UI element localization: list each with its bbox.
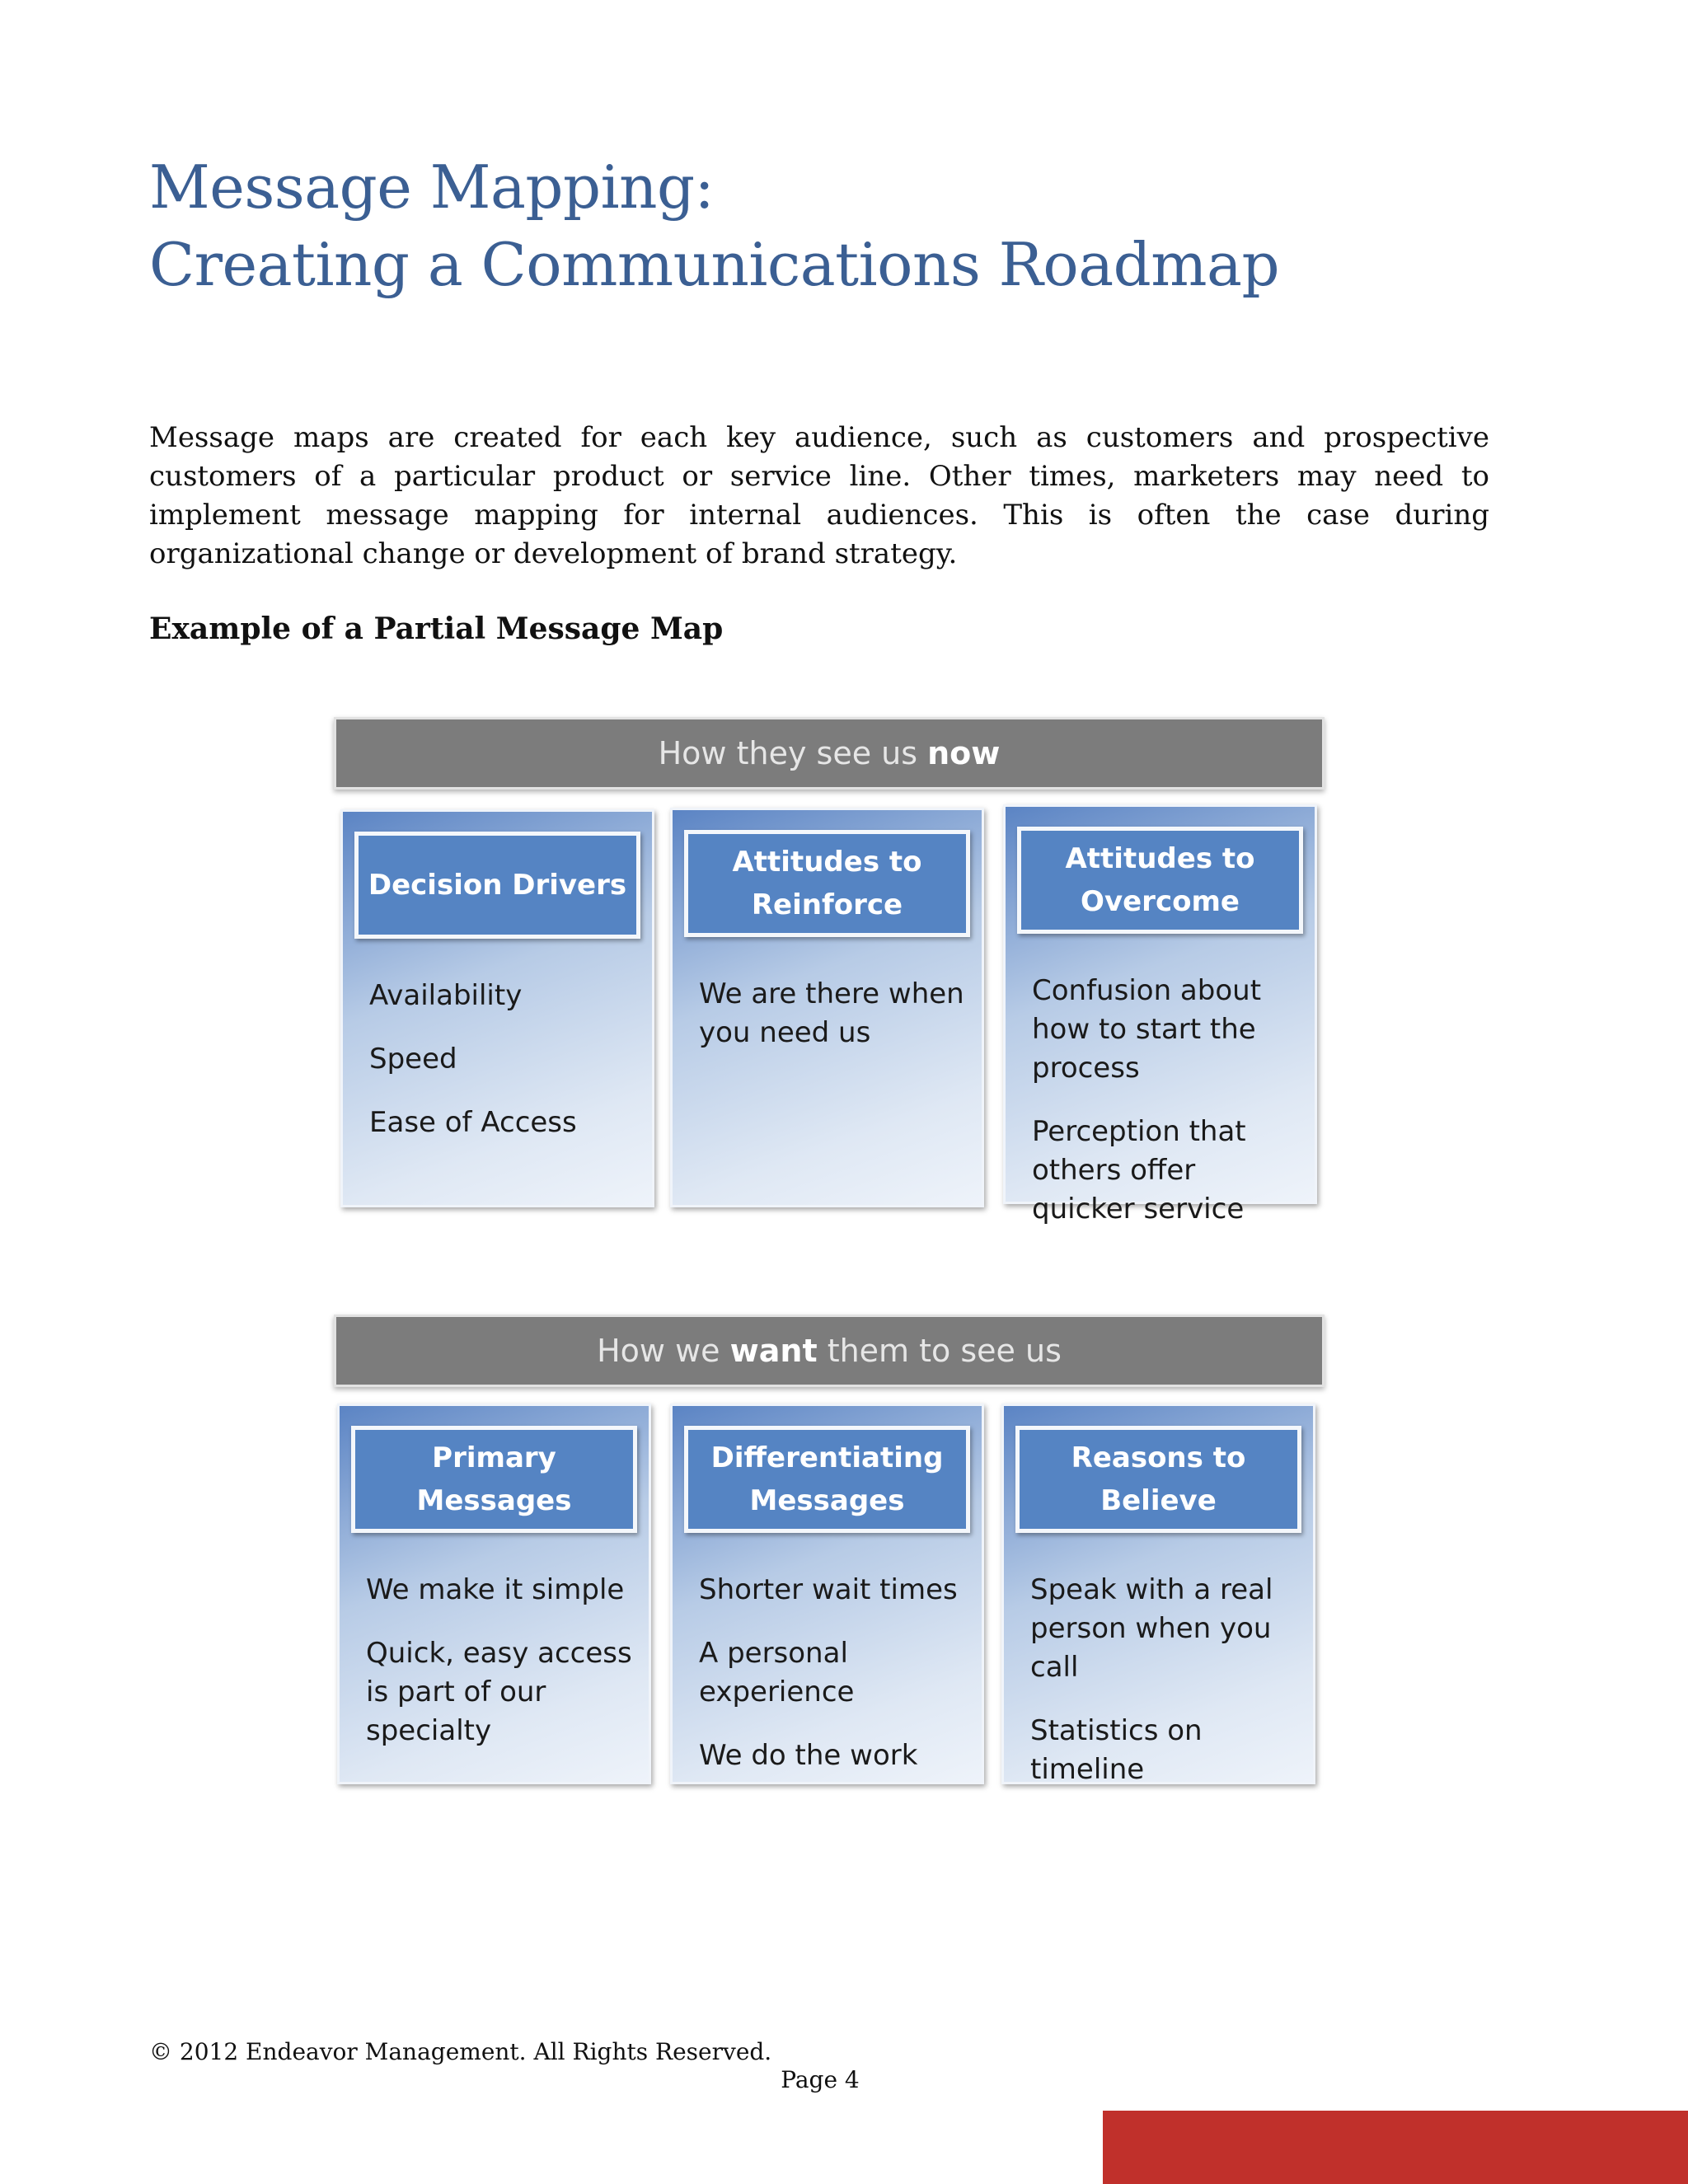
column-attitudes-reinforce [670, 808, 984, 1207]
banner-desired-perception: How we want them to see us [334, 1315, 1325, 1387]
column-items [699, 975, 972, 1077]
footer-accent-bar [1103, 2111, 1688, 2184]
list-item: A personal experience [699, 1637, 855, 1708]
column-header: Attitudes to Reinforce [684, 830, 970, 937]
column-items [366, 1571, 639, 1775]
column-header: Attitudes to Overcome [1017, 827, 1303, 934]
column-attitudes-overcome [1003, 804, 1317, 1226]
list-item: Ease of Access [369, 1106, 577, 1139]
title-line-1: Message Mapping: [149, 152, 715, 222]
column-differentiating-messages [670, 1404, 984, 1784]
list-item: We do the work [699, 1739, 918, 1772]
column-header: Primary Messages [351, 1426, 637, 1533]
message-map-diagram [334, 717, 1323, 1904]
column-header: Reasons to Believe [1015, 1426, 1301, 1533]
page-title [149, 148, 1279, 303]
list-item: Availability [369, 979, 523, 1012]
page-number: Page 4 [781, 2066, 860, 2093]
banner-current-perception: How they see us now [334, 717, 1325, 790]
list-item: We make it simple [366, 1573, 625, 1606]
column-header: Decision Drivers [354, 832, 640, 939]
list-item: Speak with a real person when you call [1030, 1573, 1273, 1684]
column-header: Differentiating Messages [684, 1426, 970, 1533]
title-line-2: Creating a Communications Roadmap [149, 230, 1280, 299]
section-subheading: Example of a Partial Message Map [149, 612, 724, 646]
list-item: Quick, easy access is part of our specialty [366, 1637, 632, 1747]
column-items [699, 1571, 972, 1800]
column-decision-drivers [340, 809, 654, 1207]
column-items [1030, 1571, 1303, 1814]
list-item: Confusion about how to start the process [1032, 974, 1262, 1085]
footer-copyright: © 2012 Endeavor Management. All Rights Reserved. [149, 2038, 772, 2065]
column-primary-messages [337, 1404, 651, 1784]
list-item: Shorter wait times [699, 1573, 958, 1606]
list-item: We are there when you need us [699, 977, 964, 1049]
column-items [369, 977, 642, 1167]
list-item: Statistics on timeline [1030, 1714, 1203, 1786]
list-item: Perception that others offer quicker service [1032, 1115, 1246, 1226]
column-reasons-to-believe [1001, 1404, 1315, 1784]
list-item: Speed [369, 1043, 457, 1076]
column-items [1032, 972, 1305, 1254]
intro-paragraph: Message maps are created for each key audience, such as customers and prospective customers of a particular product or service line. Other times, marketers may need to implement message mapping for internal audiences. This is often the case during organizational change or development of brand strategy. [149, 421, 1489, 570]
